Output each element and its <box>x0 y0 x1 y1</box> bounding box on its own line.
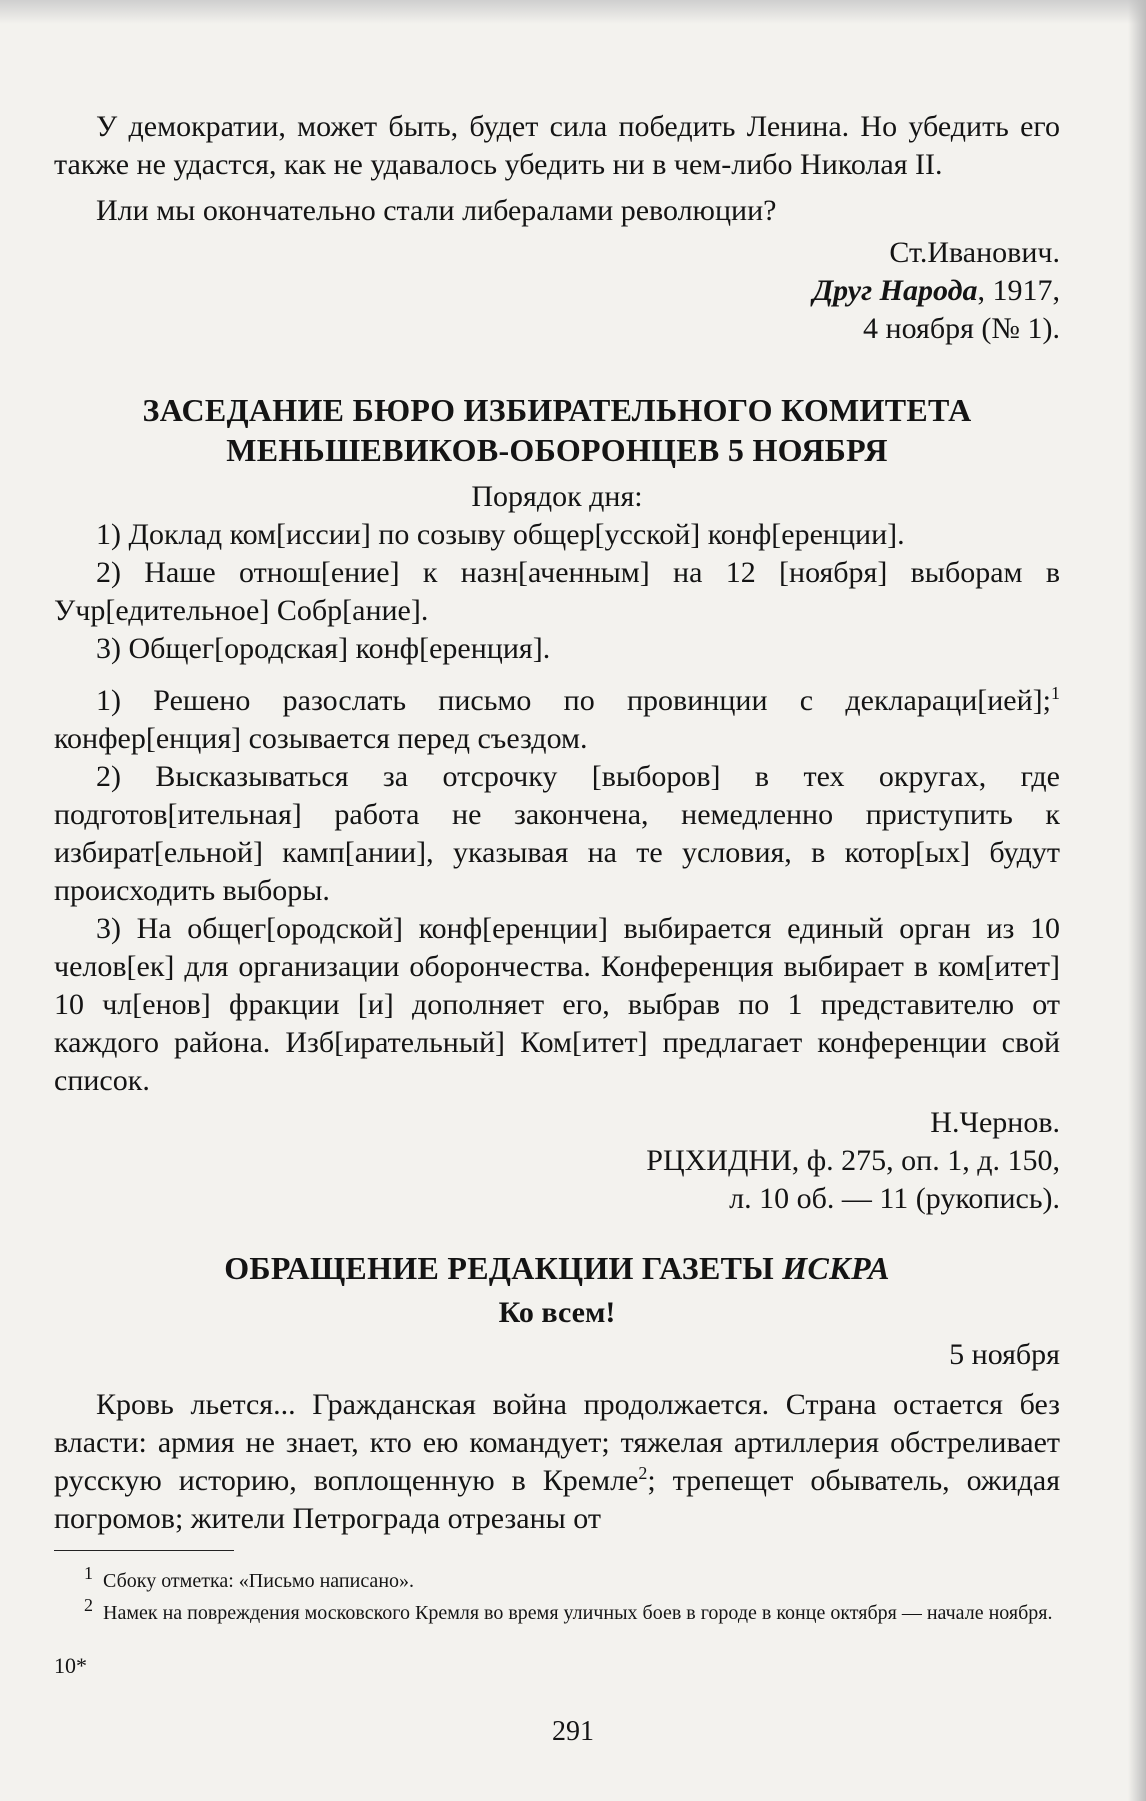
section2-body-text-cont: ; трепещет обыватель, ожидая погромов; жители Петрограда отрезаны от <box>54 1464 1060 1535</box>
resolution-2: 2) Высказываться за отсрочку [выборов] в тех округах, где подготов[ительная] работа не закончена, немедленно приступить к избират[ельной] камп[ании], указывая на те условия, в котор[ых] будут происходить выборы. <box>54 760 1060 907</box>
section2-date: 5 ноября <box>949 1338 1060 1371</box>
footnote-ref-2: 2 <box>638 1463 648 1483</box>
agenda-item: 1) Доклад ком[иссии] по созыву общер[усской] конф[еренции]. <box>96 518 905 551</box>
letter-source <box>54 272 1060 310</box>
letter-paragraph-1: У демократии, может быть, будет сила победить Ленина. Но убедить его также не удастся, как не удавалось убедить ни в чем-либо Николая II. <box>54 110 1060 181</box>
source-newspaper-name: Друг Народа <box>812 274 978 307</box>
archive-reference-line2: л. 10 об. — 11 (рукопись). <box>729 1182 1060 1215</box>
agenda-item: 3) Общег[ородская] конф[еренция]. <box>96 632 551 665</box>
footnote-number: 1 <box>84 1563 93 1584</box>
section2-title-newspaper: ИСКРА <box>782 1250 890 1286</box>
footnote-ref-1: 1 <box>1051 683 1060 703</box>
agenda-title: Порядок дня: <box>471 480 643 513</box>
page-content <box>54 108 1060 1685</box>
section2-subtitle: Ко всем! <box>498 1296 616 1329</box>
letter-author: Ст.Иванович. <box>889 236 1060 269</box>
section1-title-line2: МЕНЬШЕВИКОВ-ОБОРОНЦЕВ 5 НОЯБРЯ <box>226 432 888 468</box>
letter-paragraph-2: Или мы окончательно стали либералами революции? <box>96 194 777 227</box>
page-right-edge <box>1128 0 1146 1801</box>
resolution-1-text: 1) Решено разослать письмо по провинции с деклараци[ией]; <box>96 684 1051 717</box>
section2-title-text: ОБРАЩЕНИЕ РЕДАКЦИИ ГАЗЕТЫ <box>224 1250 783 1286</box>
section1-title-line1: ЗАСЕДАНИЕ БЮРО ИЗБИРАТЕЛЬНОГО КОМИТЕТА <box>142 392 972 428</box>
resolution-3: 3) На общег[ородской] конф[еренции] выбирается единый орган из 10 челов[ек] для организации оборончества. Конференция выбирает в ком[итет] 10 чл[енов] фракции [и] дополняет его, выбрав по 1 представителю от каждого района. Изб[ирательный] Ком[итет] предлагает конференции свой список. <box>54 912 1060 1097</box>
resolution-1-text-cont: конфер[енция] созывается перед съездом. <box>54 722 588 755</box>
section2-title <box>54 1248 1060 1288</box>
page-number: 291 <box>552 1716 594 1747</box>
resolution-1 <box>54 682 1060 758</box>
source-year: , 1917, <box>977 274 1060 307</box>
letter-source-date: 4 ноября (№ 1). <box>863 312 1060 345</box>
section2-body <box>54 1386 1060 1538</box>
signature-chernov: Н.Чернов. <box>930 1106 1060 1139</box>
footnote <box>54 1595 1060 1627</box>
footnote <box>54 1563 1060 1595</box>
footnote-text: Сбоку отметка: «Письмо написано». <box>103 1570 415 1592</box>
agenda-item: 2) Наше отнош[ение] к назн[аченным] на 12 [ноября] выборам в Учр[едительное] Собр[ание]. <box>54 556 1060 627</box>
footnote-number: 2 <box>84 1595 93 1616</box>
archive-reference-line1: РЦХИДНИ, ф. 275, оп. 1, д. 150, <box>646 1144 1060 1177</box>
section2-body-text: Кровь льется... Гражданская война продолжается. Страна остается без власти: армия не знает, кто ею командует; тяжелая артиллерия обстреливает русскую историю, воплощенную в Кремле <box>54 1388 1060 1497</box>
printer-signature-mark: 10* <box>54 1653 87 1678</box>
footnote-divider <box>54 1550 234 1551</box>
footnote-text: Намек на повреждения московского Кремля во время уличных боев в городе в конце октября — начале ноября. <box>103 1602 1053 1624</box>
page-top-shadow <box>0 0 1146 24</box>
